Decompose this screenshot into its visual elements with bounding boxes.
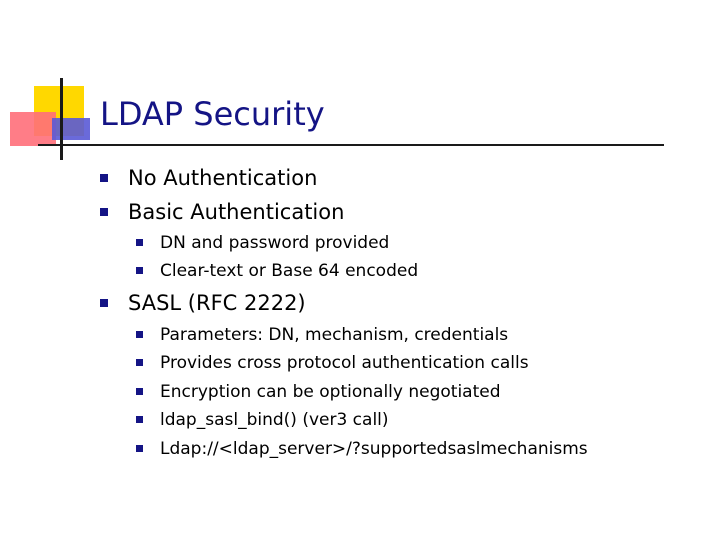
sub-bullet-marker bbox=[136, 239, 143, 246]
sub-bullet-marker bbox=[136, 331, 143, 338]
sub-bullet-text: Provides cross protocol authentication calls bbox=[160, 353, 529, 373]
sub-bullet-marker bbox=[136, 445, 143, 452]
bullet-marker bbox=[100, 299, 108, 307]
sub-bullet-text: ldap_sasl_bind() (ver3 call) bbox=[160, 410, 389, 430]
sub-bullet-marker bbox=[136, 416, 143, 423]
sub-bullet-marker bbox=[136, 359, 143, 366]
sub-bullet-text: Ldap://<ldap_server>/?supportedsaslmechanisms bbox=[160, 439, 588, 459]
sub-bullet-text: Encryption can be optionally negotiated bbox=[160, 382, 501, 402]
sub-bullet-marker bbox=[136, 267, 143, 274]
bullet-text: Basic Authentication bbox=[128, 200, 345, 224]
sub-bullet-text: Parameters: DN, mechanism, credentials bbox=[160, 325, 509, 345]
sub-bullet-text: DN and password provided bbox=[160, 233, 390, 253]
bullet-marker bbox=[100, 174, 108, 182]
sub-bullet-text: Clear-text or Base 64 encoded bbox=[160, 261, 419, 281]
bullet-text: No Authentication bbox=[128, 166, 318, 190]
bullet-text: SASL (RFC 2222) bbox=[128, 291, 306, 315]
slide-title: LDAP Security bbox=[100, 95, 325, 133]
bullet-marker bbox=[100, 208, 108, 216]
sub-bullet-marker bbox=[136, 388, 143, 395]
